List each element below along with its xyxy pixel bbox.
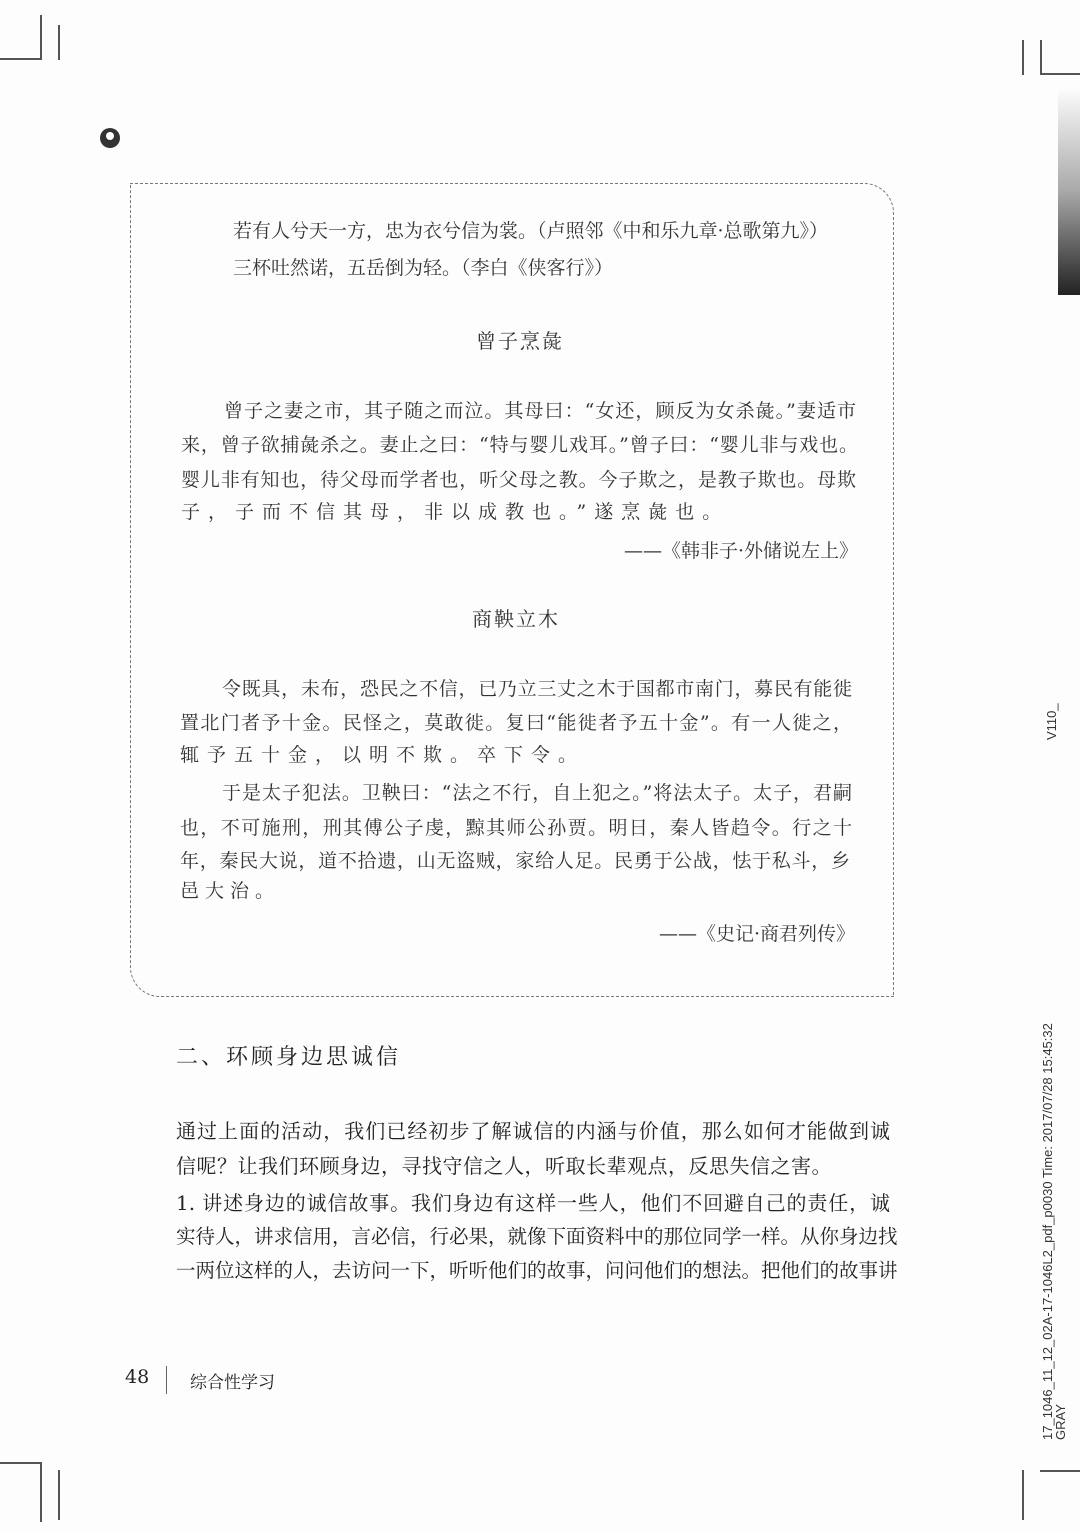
quote-line: 三杯吐然诺，五岳倒为轻。（李白《侠客行》） — [233, 257, 614, 279]
crop-mark — [1040, 40, 1042, 75]
story-line: 辄予五十金，以明不欺。卒下令。 — [180, 744, 586, 766]
crop-mark — [1040, 73, 1080, 75]
story-line: 也，不可施刑，刑其傅公子虔，黥其师公孙贾。明日，秦人皆趋令。行之十 — [180, 817, 852, 839]
print-code: V110_ — [1044, 703, 1059, 740]
crop-mark — [58, 1470, 60, 1520]
story-line: 令既具，未布，恐民之不信，已乃立三丈之木于国都市南门，募民有能徙 — [222, 678, 852, 700]
body-line: 1. 讲述身边的诚信故事。我们身边有这样一些人，他们不回避自己的责任，诚 — [176, 1191, 890, 1215]
story-title: 商鞅立木 — [472, 607, 560, 631]
story-source: ——《史记·商君列传》 — [658, 923, 855, 945]
story-line: 置北门者予十金。民怪之，莫敢徙。复曰“能徙者予五十金”。有一人徙之， — [180, 712, 852, 734]
crop-mark — [0, 58, 40, 60]
body-line: 一两位这样的人，去访问一下，听听他们的故事，问问他们的想法。把他们的故事讲 — [176, 1259, 898, 1282]
crop-mark — [1040, 1470, 1080, 1472]
footer-divider — [166, 1366, 167, 1394]
crop-mark — [1022, 40, 1024, 75]
page-number: 48 — [125, 1366, 150, 1388]
crop-mark — [40, 15, 42, 60]
body-line: 信呢？让我们环顾身边，寻找守信之人，听取长辈观点，反思失信之害。 — [176, 1154, 832, 1178]
story-line: 邑大治。 — [180, 880, 281, 902]
story-line: 曾子之妻之市，其子随之而泣。其母曰：“女还，顾反为女杀彘。”妻适市 — [224, 400, 856, 422]
body-line: 通过上面的活动，我们已经初步了解诚信的内涵与价值，那么如何才能做到诚 — [176, 1119, 890, 1143]
body-line: 实待人，讲求信用，言必信，行必果，就像下面资料中的那位同学一样。从你身边找 — [176, 1225, 898, 1248]
story-line: 于是太子犯法。卫鞅曰：“法之不行，自上犯之。”将法太子。太子，君嗣 — [222, 782, 852, 804]
story-line: 来，曾子欲捕彘杀之。妻止之曰：“特与婴儿戏耳。”曾子曰：“婴儿非与戏也。 — [181, 434, 858, 456]
crop-mark — [40, 1462, 42, 1522]
crop-mark — [58, 25, 60, 60]
story-line: 年，秦民大说，道不拾遗，山无盗贼，家给人足。民勇于公战，怯于私斗，乡 — [180, 850, 850, 872]
crop-mark — [1022, 1470, 1024, 1520]
story-line: 子，子而不信其母，非以成教也。”遂烹彘也。 — [181, 501, 730, 523]
story-source: ——《韩非子·外储说左上》 — [623, 540, 858, 562]
book-title: 综合性学习 — [190, 1373, 275, 1393]
section-icon — [100, 128, 120, 148]
print-job-info: 17_1046_11_12_02A-17-1046L2_pdf_p0030 Time: 2017/07/28 15:45:32 — [1040, 1023, 1055, 1440]
story-line: 婴儿非有知也，待父母而学者也，听父母之教。今子欺之，是教子欺也。母欺 — [181, 469, 856, 491]
print-gray-label: GRAY — [1053, 1404, 1068, 1440]
crop-mark — [0, 1462, 40, 1464]
grayscale-calibration-bar — [1058, 85, 1080, 295]
section-heading: 二、环顾身边思诚信 — [176, 1045, 402, 1070]
story-title: 曾子烹彘 — [476, 329, 564, 353]
quote-line: 若有人兮天一方，忠为衣兮信为裳。（卢照邻《中和乐九章·总歌第九》） — [233, 220, 829, 242]
reading-material-box — [130, 183, 894, 997]
